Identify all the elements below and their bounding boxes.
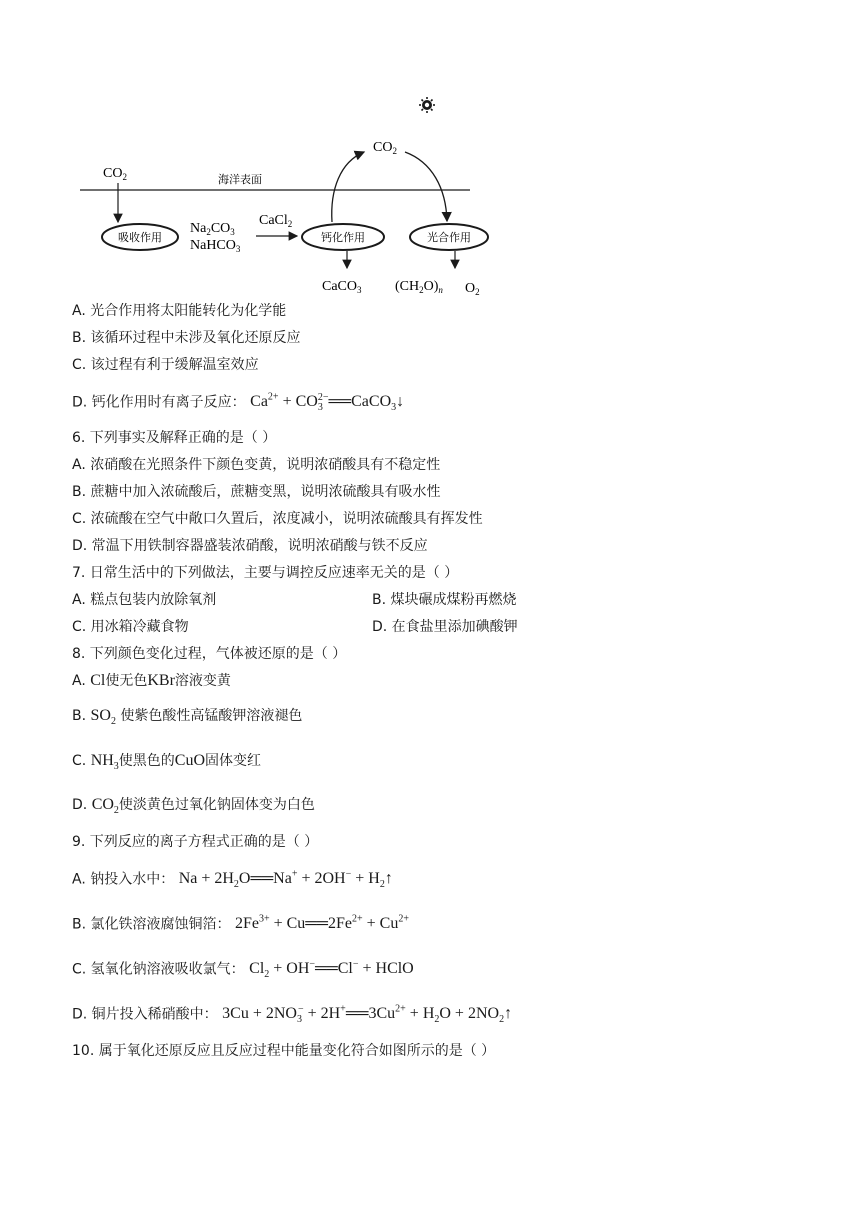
q6-stem: 6. 下列事实及解释正确的是（ ）: [72, 430, 277, 446]
q6-option-c: C. 浓硫酸在空气中敞口久置后，浓度减小，说明浓硫酸具有挥发性: [72, 511, 483, 527]
q5-option-d: D. 钙化作用时有离子反应： $Ca^{2+}$ + $CO_3^{2-}══CaCO_3↓$: [72, 392, 405, 414]
calcify-label: 钙化作用: [321, 231, 365, 244]
q8-stem: 8. 下列颜色变化过程，气体被还原的是（ ）: [72, 646, 347, 662]
co2-top-label: $CO_2$: [373, 140, 397, 156]
ch2o-label: $(CH_2O)_n$: [395, 279, 443, 295]
q7-option-b: B. 煤块碾成煤粉再燃烧: [372, 592, 517, 608]
q10-stem: 10. 属于氧化还原反应且反应过程中能量变化符合如图所示的是（ ）: [72, 1043, 496, 1059]
q9-option-d: D. 铜片投入稀硝酸中： $3Cu + 2NO_3^-$ + $2H^+══3Cu^{2+} + H_2O$ + $2NO_2↑$: [72, 1004, 513, 1026]
carbon-cycle-diagram: [0, 0, 860, 300]
q8-option-d: D. $CO_2$使淡黄色过氧化钠固体变为白色: [72, 796, 315, 817]
co2-left-label: $CO_2$: [103, 166, 127, 182]
cacl2-label: CaCl$_2$: [259, 213, 293, 229]
sun-icon: [419, 97, 435, 113]
o2-label: $O_2$: [465, 281, 480, 297]
q8-option-c: C. $NH_3$使黑色的CuO固体变红: [72, 752, 262, 773]
q7-option-d: D. 在食盐里添加碘酸钾: [372, 619, 518, 635]
q9-option-a: A. 钠投入水中： $Na + 2H_2O══Na^+ + 2OH^-$ + $H_2↑$: [72, 869, 393, 891]
absorb-label: 吸收作用: [118, 231, 162, 244]
q5-d-formula: $Ca^{2+}$ + $CO_3^{2-}══CaCO_3↓$: [250, 392, 405, 414]
q9-option-b: B. 氯化铁溶液腐蚀铜箔： $2Fe^{3+}$ + $Cu══2Fe^{2+} + Cu^{2+}$: [72, 914, 409, 933]
q9-option-c: C. 氢氧化钠溶液吸收氯气： $Cl_2$ + OH−══Cl− + HClO: [72, 959, 414, 981]
q8-option-b: B. $SO_2$ 使紫色酸性高锰酸钾溶液褪色: [72, 707, 303, 728]
q7-stem: 7. 日常生活中的下列做法，主要与调控反应速率无关的是（ ）: [72, 565, 459, 581]
q7-option-a: A. 糕点包装内放除氧剂: [72, 592, 217, 608]
photo-label: 光合作用: [427, 231, 471, 244]
q6-option-b: B. 蔗糖中加入浓硫酸后，蔗糖变黑，说明浓硫酸具有吸水性: [72, 484, 441, 500]
q5-option-a: A. 光合作用将太阳能转化为化学能: [72, 303, 287, 319]
q6-option-a: A. 浓硝酸在光照条件下颜色变黄，说明浓硝酸具有不稳定性: [72, 457, 441, 473]
caco3-label: CaCO$_3$: [322, 279, 362, 295]
q5-option-c: C. 该过程有利于缓解温室效应: [72, 357, 259, 373]
sea-surface-label: 海洋表面: [218, 173, 262, 186]
q9-stem: 9. 下列反应的离子方程式正确的是（ ）: [72, 834, 319, 850]
q7-option-c: C. 用冰箱冷藏食物: [72, 619, 189, 635]
q8-option-a: A. Cl使无色KBr溶液变黄: [72, 672, 231, 689]
nahco3-label: NaHCO$_3$: [190, 238, 241, 254]
na2co3-label: $Na_2CO_3$: [190, 221, 235, 237]
q6-option-d: D. 常温下用铁制容器盛装浓硝酸，说明浓硝酸与铁不反应: [72, 538, 428, 554]
q5-option-b: B. 该循环过程中未涉及氧化还原反应: [72, 330, 301, 346]
